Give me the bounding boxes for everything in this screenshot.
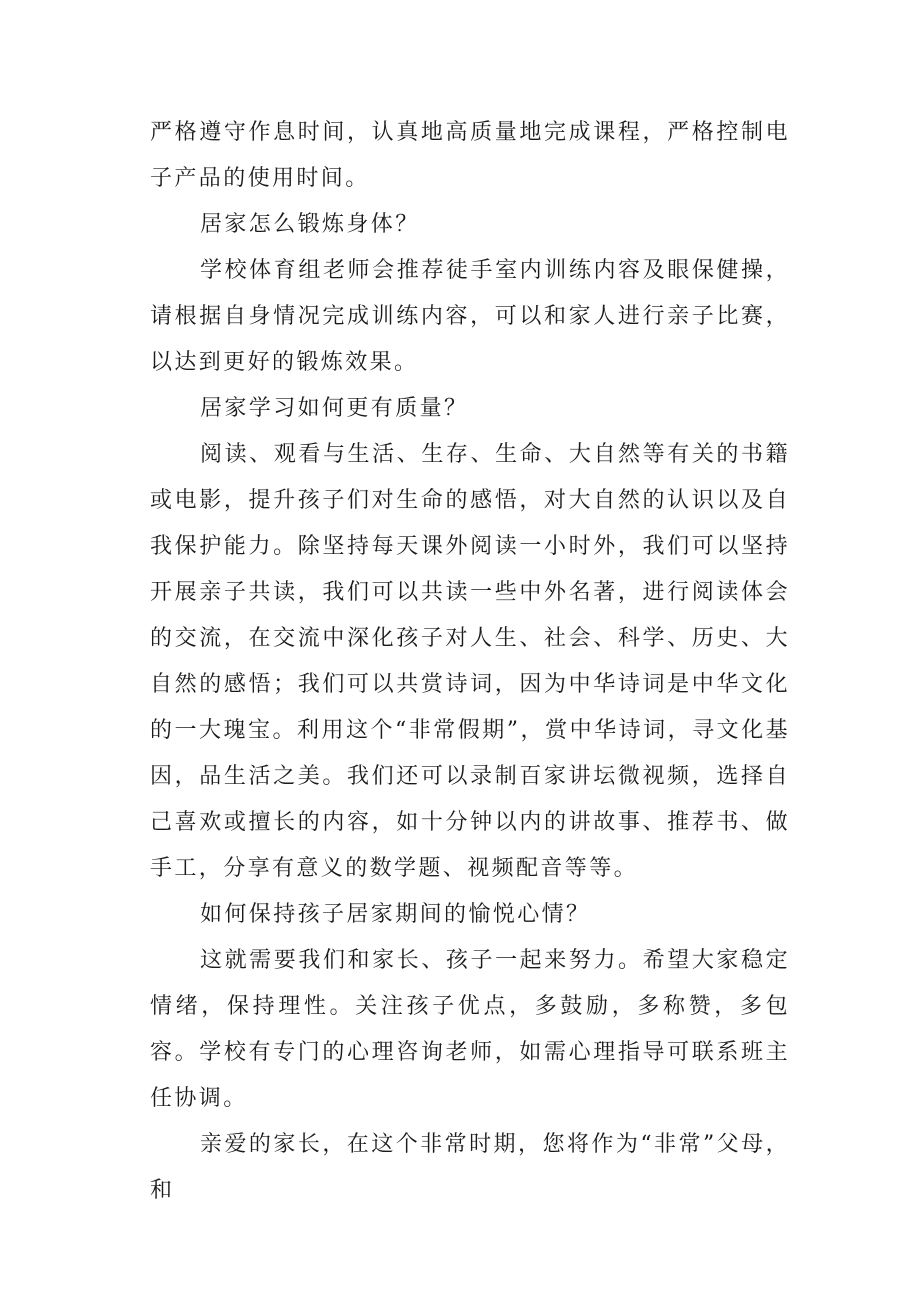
paragraph-study: 阅读、观看与生活、生存、生命、大自然等有关的书籍或电影，提升孩子们对生命的感悟，对大自然的认识以及自我保护能力。除坚持每天课外阅读一小时外，我们可以坚持开展亲子共读，我们可以共读一些中外名著，进行阅读体会的交流，在交流中深化孩子对人生、社会、科学、历史、大自然的感悟；我们可以共赏诗词，因为中华诗词是中华文化的一大瑰宝。利用这个“非常假期”，赏中华诗词，寻文化基因，品生活之美。我们还可以录制百家讲坛微视频，选择自己喜欢或擅长的内容，如十分钟以内的讲故事、推荐书、做手工，分享有意义的数学题、视频配音等等。 <box>150 442 790 881</box>
paragraph-closing: 亲爱的家长，在这个非常时期，您将作为“非常”父母，和 <box>150 1132 790 1203</box>
question-heading-mood: 如何保持孩子居家期间的愉悦心情？ <box>200 902 591 927</box>
document-body <box>150 110 790 1214</box>
question-heading-exercise: 居家怎么锻炼身体？ <box>200 212 420 237</box>
question-heading-study: 居家学习如何更有质量？ <box>200 396 469 421</box>
paragraph-exercise: 学校体育组老师会推荐徒手室内训练内容及眼保健操，请根据自身情况完成训练内容，可以和家人进行亲子比赛，以达到更好的锻炼效果。 <box>150 258 790 375</box>
paragraph-continuation: 严格遵守作息时间，认真地高质量地完成课程，严格控制电子产品的使用时间。 <box>150 120 790 191</box>
paragraph-mood: 这就需要我们和家长、孩子一起来努力。希望大家稳定情绪，保持理性。关注孩子优点，多鼓励，多称赞，多包容。学校有专门的心理咨询老师，如需心理指导可联系班主任协调。 <box>150 948 790 1111</box>
